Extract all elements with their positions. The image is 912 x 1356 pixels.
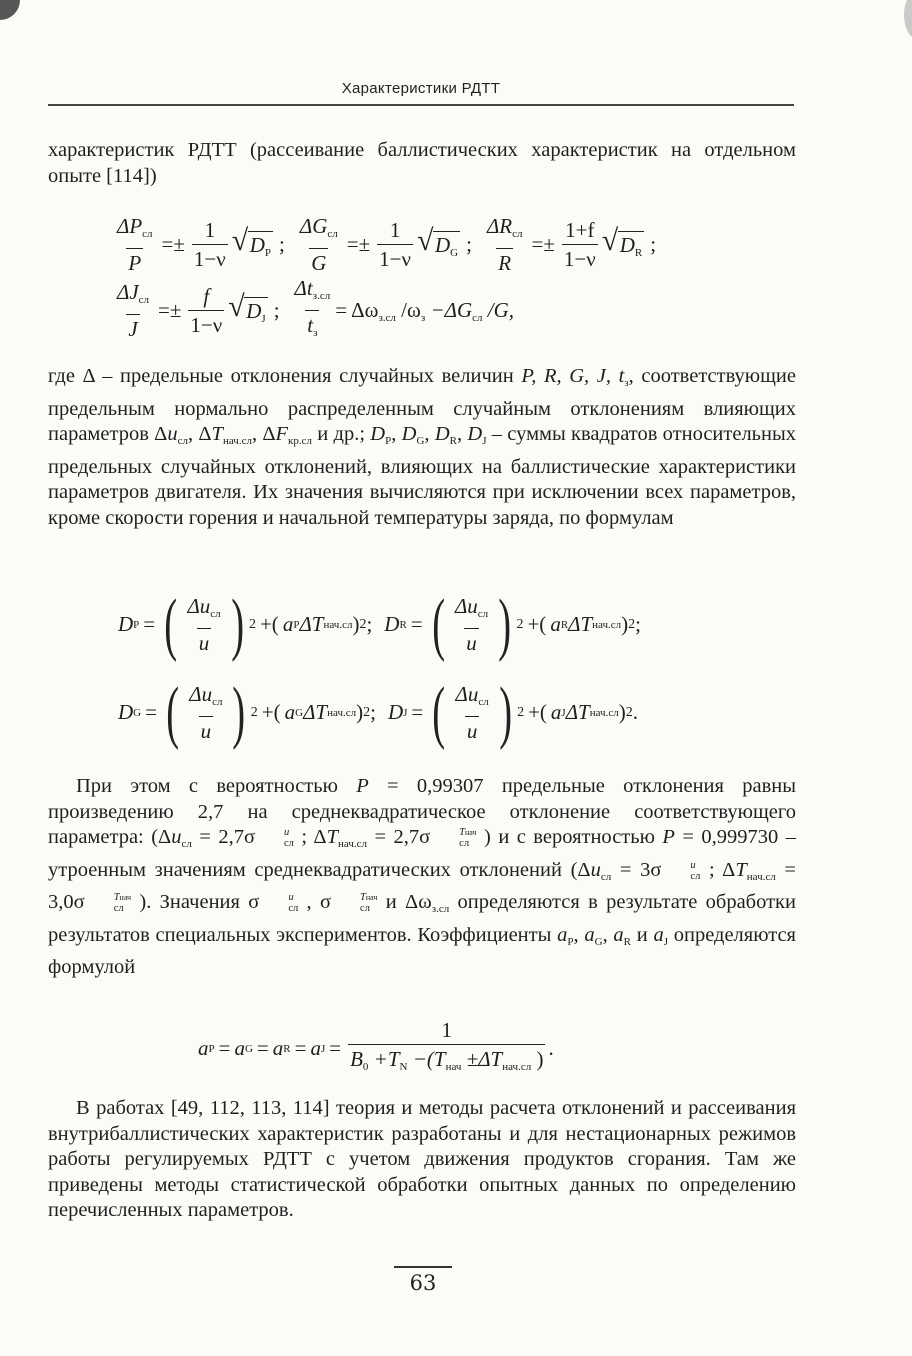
numerator: ΔJ xyxy=(117,280,139,304)
subscript: сл xyxy=(210,608,221,620)
subscript: J xyxy=(482,435,487,447)
separator: . xyxy=(632,700,638,724)
coefficient-formula xyxy=(198,1018,554,1079)
coefficient xyxy=(377,218,413,271)
denominator: u xyxy=(465,716,480,743)
sigma-indices xyxy=(260,892,298,914)
subscript: нач.сл xyxy=(502,1061,532,1073)
probability-value: = 0,99307 xyxy=(368,775,484,797)
subscript: R xyxy=(560,618,569,631)
subscript: з xyxy=(624,377,629,389)
sigma-indices xyxy=(332,892,377,914)
subscript: G xyxy=(133,706,142,719)
variable: D xyxy=(434,423,450,445)
coefficient: a xyxy=(282,612,294,636)
subscript: P xyxy=(133,618,140,631)
denominator xyxy=(348,1044,545,1079)
exponent: 2 xyxy=(625,704,633,720)
lhs: a xyxy=(198,1036,209,1060)
subscript: J xyxy=(561,706,566,719)
equals: = xyxy=(329,1036,342,1060)
denominator: u xyxy=(197,628,212,655)
sigma-indices xyxy=(431,827,476,849)
superscript: u xyxy=(284,827,290,839)
den-term: ) xyxy=(531,1047,544,1071)
subscript: J xyxy=(663,935,668,948)
subscript: з.сл xyxy=(378,311,396,324)
rhs-term: /ω xyxy=(395,297,421,322)
exponent: 2 xyxy=(516,616,524,632)
text-run: , σ xyxy=(298,891,332,913)
subscript: нач.сл xyxy=(589,706,619,719)
numerator: Δt xyxy=(294,276,313,300)
radicand: D xyxy=(434,232,451,257)
text-run: ). Значения σ xyxy=(131,891,260,913)
variable: u xyxy=(590,858,601,881)
coefficient: a xyxy=(550,612,561,636)
superscript: u xyxy=(288,892,294,904)
square-root: √ $D_P$ xyxy=(231,223,272,259)
text-run: = 3,0σ xyxy=(48,858,796,913)
numerator: 1 xyxy=(389,218,401,242)
exponent: 2 xyxy=(248,616,256,632)
rhs-term: = Δω xyxy=(335,297,379,322)
subscript: сл xyxy=(459,838,470,850)
paragraph-probability xyxy=(48,774,796,981)
fraction xyxy=(293,276,333,345)
plus-minus: =± xyxy=(158,298,182,322)
denominator: R xyxy=(496,248,513,275)
numerator: 1+f xyxy=(565,218,595,242)
page-number: 63 xyxy=(409,1271,437,1295)
denominator: J xyxy=(126,314,139,341)
sum-squares-formulas-row-2: D G = ( $\frac{\Delta u_{сл}}{u}$ ) 2 +( a G ΔT нач.сл ) 2 ; D J = ( $\frac{\Delta u_{сл}}{u}$ ) 2 +( a J ΔT нач.сл ) 2 . xyxy=(118,673,638,751)
den-term: ±ΔT xyxy=(461,1047,503,1071)
delta-t: ΔT xyxy=(303,700,328,724)
text-run: и др.; xyxy=(312,423,371,445)
subscript: сл xyxy=(472,311,483,324)
variable: D xyxy=(370,423,386,445)
variable: u xyxy=(167,423,178,445)
text-run: , xyxy=(602,923,614,946)
text-run: ) и с вероятностью xyxy=(476,826,663,848)
paragraph-references: В работах [49, 112, 113, 114] теория и методы расчета отклонений и рассеивания внутрибаллистических характеристик разработаны и для нестационарных режимов работы регулируемых РДТТ с учетом движения продуктов сгорания. Там же приведены методы статистической обработки опытных данных по определению перечисленных параметров. xyxy=(48,1097,796,1221)
subscript: нач.сл xyxy=(592,618,622,631)
subscript: сл xyxy=(212,696,223,708)
numerator: Δu xyxy=(454,594,478,618)
fraction xyxy=(348,1018,545,1079)
variable: T xyxy=(211,423,223,445)
subscript: R xyxy=(623,935,632,948)
subscript: G xyxy=(295,706,304,719)
subscript: G xyxy=(244,1042,253,1055)
subscript: з xyxy=(313,327,318,339)
denominator: 1−ν xyxy=(188,310,224,337)
subscript: нач.сл xyxy=(338,838,367,850)
den-term: B xyxy=(350,1047,363,1071)
denominator: P xyxy=(126,248,143,275)
lhs: D xyxy=(384,612,400,636)
variable: a xyxy=(557,923,568,946)
subscript: P xyxy=(385,435,392,447)
subscript: сл xyxy=(177,435,188,447)
equals: = xyxy=(294,1036,307,1060)
page-shadow-corner xyxy=(904,0,912,40)
variable: a xyxy=(653,923,664,946)
lhs: D xyxy=(118,700,134,724)
text-run: , xyxy=(391,423,402,445)
subscript: P xyxy=(264,246,272,259)
separator: ; xyxy=(273,298,280,322)
exponent: 2 xyxy=(628,616,636,632)
text-run: и xyxy=(631,923,654,946)
text-run: = 2,7σ xyxy=(191,826,256,848)
denominator: 1−ν xyxy=(192,244,228,271)
subscript: J xyxy=(320,1042,326,1055)
text-run: , Δ xyxy=(187,423,212,445)
coefficient xyxy=(562,218,598,271)
numerator: ΔR xyxy=(486,214,513,238)
square-root: √ $D_J$ xyxy=(228,289,266,325)
exponent: 2 xyxy=(359,616,367,632)
fraction xyxy=(298,214,340,275)
text-run: , xyxy=(573,923,585,946)
text-run: , Δ xyxy=(251,423,276,445)
subscript: N xyxy=(399,1061,408,1073)
delta-t: ΔT xyxy=(299,612,324,636)
subscript: сл xyxy=(600,870,612,883)
separator: ; xyxy=(279,232,285,256)
sigma-indices xyxy=(86,892,131,914)
subscript: нач xyxy=(445,1061,462,1073)
subscript: з.сл xyxy=(431,903,450,915)
running-title: Характеристики РДТТ xyxy=(341,80,501,97)
lhs: D xyxy=(387,700,404,724)
numerator: Δu xyxy=(187,594,211,618)
text-run: определяются в результате обработки результатов специальных экспериментов. Коэффициенты xyxy=(48,891,796,946)
subscript: G xyxy=(594,935,603,948)
radicand: D xyxy=(249,232,265,257)
numerator: Δu xyxy=(455,682,479,706)
intro-text: характеристик РДТТ (рассеивание баллистических характеристик на отдельном опыте [114]) xyxy=(48,139,796,187)
variable: D xyxy=(467,423,483,445)
plus-minus: =± xyxy=(161,232,185,256)
subscript: сл xyxy=(181,838,192,850)
subscript: P xyxy=(293,618,300,631)
subscript: P xyxy=(208,1042,215,1055)
superscript: T xyxy=(360,892,366,904)
subscript: R xyxy=(283,1042,291,1055)
fraction xyxy=(454,682,491,743)
subscript: J xyxy=(261,312,266,325)
variable: P xyxy=(356,775,369,797)
subscript: нач.сл xyxy=(222,435,252,447)
subscript: з.сл xyxy=(312,290,331,302)
subscript: сл xyxy=(284,838,294,850)
plus-minus: =± xyxy=(531,232,555,256)
lhs: D xyxy=(118,612,134,636)
page-shadow-corner xyxy=(0,0,20,20)
variable: T xyxy=(326,826,339,848)
text-run: где Δ – предельные отклонения случайных величин xyxy=(48,365,522,387)
text-run: предельные отклонения равны произведению 2,7 на среднеквадратическое отклонение соответствующего параметра: (Δ xyxy=(48,775,796,848)
delta-t: ΔT xyxy=(565,700,590,724)
subscript: сл xyxy=(690,870,701,882)
subscript: нач.сл xyxy=(746,870,776,883)
subscript: нач.сл xyxy=(323,618,353,631)
subscript: G xyxy=(450,246,459,259)
denominator: 1−ν xyxy=(562,244,598,271)
sigma-indices xyxy=(662,860,700,882)
square-root: √ $D_G$ xyxy=(416,223,459,259)
radicand: D xyxy=(619,232,635,257)
separator: ; xyxy=(366,612,373,636)
subscript: сл xyxy=(360,903,370,915)
fraction xyxy=(185,594,222,655)
variable: a xyxy=(584,923,595,946)
coefficient: a xyxy=(550,700,562,724)
subscript: сл xyxy=(113,903,124,915)
fraction xyxy=(485,214,525,275)
variable: u xyxy=(171,826,182,848)
sigma-indices xyxy=(256,827,294,849)
text-run: ; Δ xyxy=(700,858,736,881)
lhs: a xyxy=(310,1036,321,1060)
rhs-term: −ΔG xyxy=(425,297,473,322)
fraction xyxy=(115,214,155,275)
sum-squares-formulas-row-1: D P = ( $\frac{\Delta u_{сл}}{u}$ ) 2 +( a P ΔT нач.сл ) 2 ; D R = ( $\frac{\Delta u_{сл}}{u}$ ) 2 +( a R ΔT нач.сл ) 2 ; xyxy=(118,585,641,663)
subscript: нач.сл xyxy=(327,706,357,719)
variable: P xyxy=(662,826,675,848)
numerator: ΔG xyxy=(299,214,328,238)
probability-value: = 0,999730 xyxy=(674,826,779,848)
variable: F xyxy=(275,423,289,445)
subscript: 0 xyxy=(362,1061,369,1073)
variable-list: P, R, G, J, t xyxy=(521,365,625,387)
lhs: a xyxy=(234,1036,245,1060)
text-run: , соответствующие предельным нормально распределенным случайным отклонениям влияющих параметров Δ xyxy=(48,365,796,445)
variable: D xyxy=(401,423,417,445)
separator: ; xyxy=(370,700,376,724)
subscript: з xyxy=(420,311,426,324)
exponent: 2 xyxy=(517,704,525,720)
equals: = xyxy=(218,1036,231,1060)
subscript: сл xyxy=(288,903,299,915)
exponent: 2 xyxy=(363,704,371,720)
equals: = xyxy=(256,1036,269,1060)
subscript: сл xyxy=(478,696,489,708)
superscript-sub: нач xyxy=(365,893,378,903)
variable: a xyxy=(613,923,624,946)
subscript: J xyxy=(403,706,408,719)
separator: ; xyxy=(650,232,657,256)
rhs-term: /G, xyxy=(482,297,514,322)
subscript: R xyxy=(449,435,457,447)
subscript: сл xyxy=(142,228,153,240)
exponent: 2 xyxy=(250,704,258,720)
subscript: R xyxy=(399,618,407,631)
den-term: −(T xyxy=(407,1047,446,1071)
subscript: сл xyxy=(327,228,338,240)
superscript: T xyxy=(113,892,120,904)
denominator: u xyxy=(464,628,479,655)
subscript: P xyxy=(567,935,574,948)
fraction xyxy=(453,594,490,655)
paragraph-definitions xyxy=(48,364,796,531)
subscript: сл xyxy=(138,294,150,306)
radicand: D xyxy=(246,298,262,323)
den-term: +T xyxy=(368,1047,400,1071)
superscript-sub: нач xyxy=(119,893,132,903)
separator: ; xyxy=(466,232,472,256)
denominator: G xyxy=(309,248,328,275)
footer-rule xyxy=(394,1266,452,1268)
period: . xyxy=(548,1036,554,1060)
square-root: √ $D_R$ xyxy=(601,223,643,259)
text-run: , xyxy=(424,423,435,445)
numerator: ΔP xyxy=(117,214,143,238)
text-run: ; Δ xyxy=(293,826,327,848)
fraction xyxy=(115,280,151,341)
text-run: = 3σ xyxy=(611,858,662,881)
fraction xyxy=(187,682,224,743)
subscript: сл xyxy=(477,608,489,620)
superscript: T xyxy=(459,827,466,839)
text-run: – утроенным значениям среднеквадратических отклонений (Δ xyxy=(48,826,797,881)
coefficient xyxy=(192,218,228,271)
numerator: f xyxy=(203,284,210,308)
variable: T xyxy=(735,858,747,881)
text-run: и Δω xyxy=(377,891,432,913)
denominator: u xyxy=(199,716,214,743)
plus-minus: =± xyxy=(346,232,371,256)
dispersion-formulas-row-1 xyxy=(112,214,666,275)
text-run: определяются формулой xyxy=(48,923,796,978)
separator: ; xyxy=(635,612,641,636)
rhs xyxy=(335,298,514,324)
text-run: , xyxy=(456,423,468,445)
dispersion-formulas-row-2 xyxy=(112,276,514,345)
numerator: 1 xyxy=(204,218,216,242)
denominator: 1−ν xyxy=(377,244,413,271)
coefficient xyxy=(188,284,224,337)
subscript: R xyxy=(634,246,643,259)
subscript: кр.сл xyxy=(288,435,313,447)
text-run: = 2,7σ xyxy=(367,826,431,848)
coefficient: a xyxy=(284,700,296,724)
superscript-sub: нач xyxy=(465,828,477,838)
numerator: Δu xyxy=(189,682,213,706)
lhs: a xyxy=(272,1036,284,1060)
subscript: сл xyxy=(512,228,523,240)
subscript: G xyxy=(416,435,425,447)
denominator: t xyxy=(307,313,314,337)
text-run: – суммы квадратов относительных предельных случайных отклонений, влияющих на баллистические характеристики параметров двигателя. Их значения вычисляются при исключении всех параметров, кроме скорости горения и начальной температуры заряда, по формулам xyxy=(48,423,797,529)
numerator: 1 xyxy=(441,1018,453,1042)
text-run: При этом с вероятностью xyxy=(76,775,357,797)
superscript: u xyxy=(690,859,696,871)
delta-t: ΔT xyxy=(568,612,593,636)
header-rule xyxy=(48,104,794,106)
